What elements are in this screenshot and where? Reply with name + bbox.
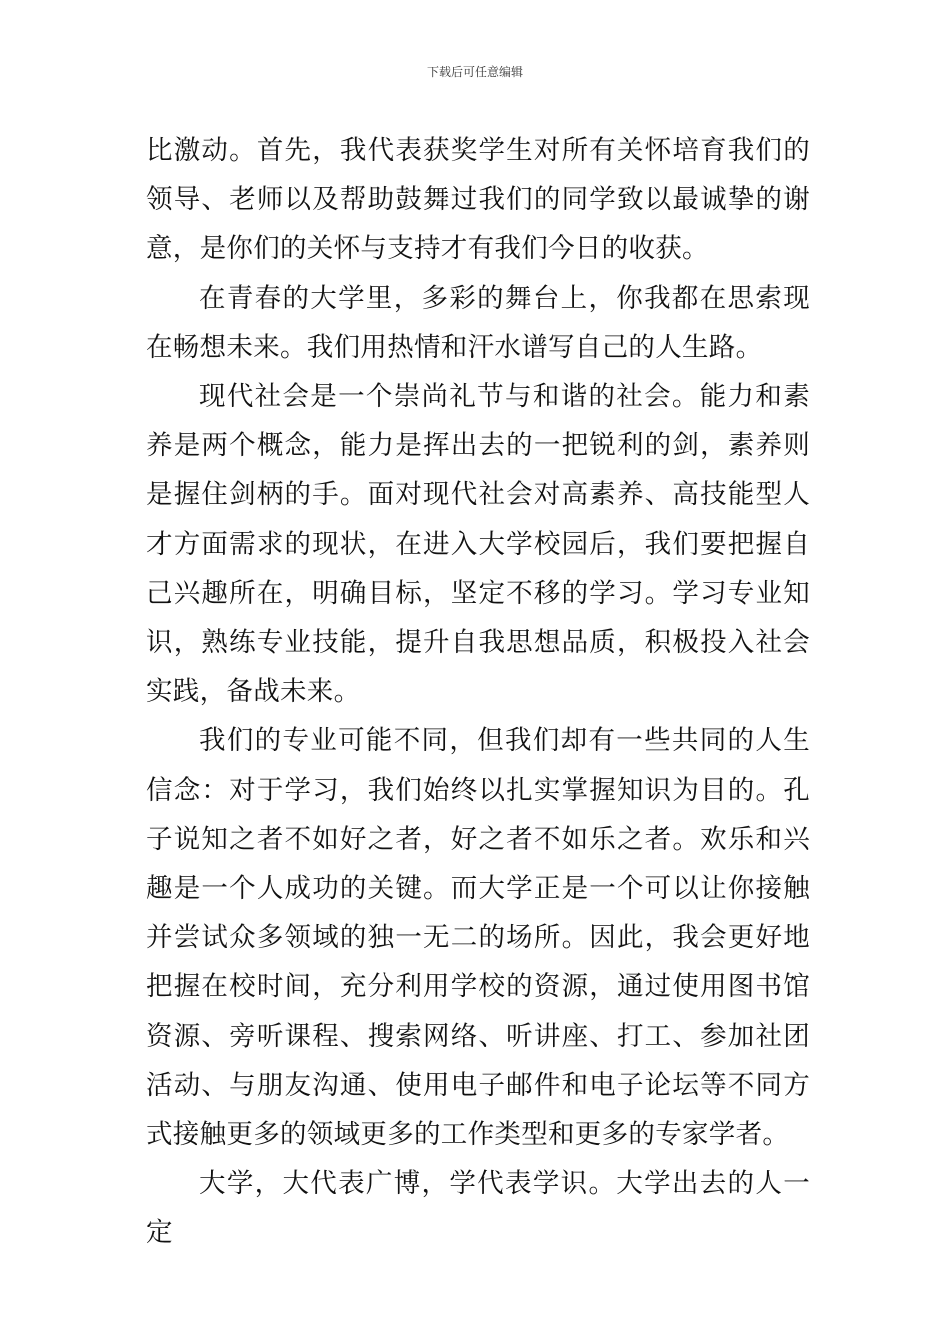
page-header: 下载后可任意编辑	[426, 65, 523, 79]
paragraph-3: 现代社会是一个崇尚礼节与和谐的社会。能力和素养是两个概念，能力是挥出去的一把锐利的剑，素养则是握住剑柄的手。面对现代社会对高素养、高技能型人才方面需求的现状，在进入大学校园后，我们要把握自己兴趣所在，明确目标，坚定不移的学习。学习专业知识，熟练专业技能，提升自我思想品质，积极投入社会实践，备战未来。	[146, 381, 810, 708]
paragraph-2: 在青春的大学里，多彩的舞台上，你我都在思索现在畅想未来。我们用热情和汗水谱写自己的人生路。	[146, 282, 810, 363]
paragraph-5: 大学，大代表广博，学代表学识。大学出去的人一定	[146, 1168, 810, 1249]
paragraph-4: 我们的专业可能不同，但我们却有一些共同的人生信念：对于学习，我们始终以扎实掌握知识为目的。孔子说知之者不如好之者，好之者不如乐之者。欢乐和兴趣是一个人成功的关键。而大学正是一个可以让你接触并尝试众多领域的独一无二的场所。因此，我会更好地把握在校时间，充分利用学校的资源，通过使用图书馆资源、旁听课程、搜索网络、听讲座、打工、参加社团活动、与朋友沟通、使用电子邮件和电子论坛等不同方式接触更多的领域更多的工作类型和更多的专家学者。	[146, 725, 810, 1151]
paragraph-1: 比激动。首先，我代表获奖学生对所有关怀培育我们的领导、老师以及帮助鼓舞过我们的同学致以最诚挚的谢意，是你们的关怀与支持才有我们今日的收获。	[146, 135, 810, 265]
document-body	[146, 126, 810, 1258]
